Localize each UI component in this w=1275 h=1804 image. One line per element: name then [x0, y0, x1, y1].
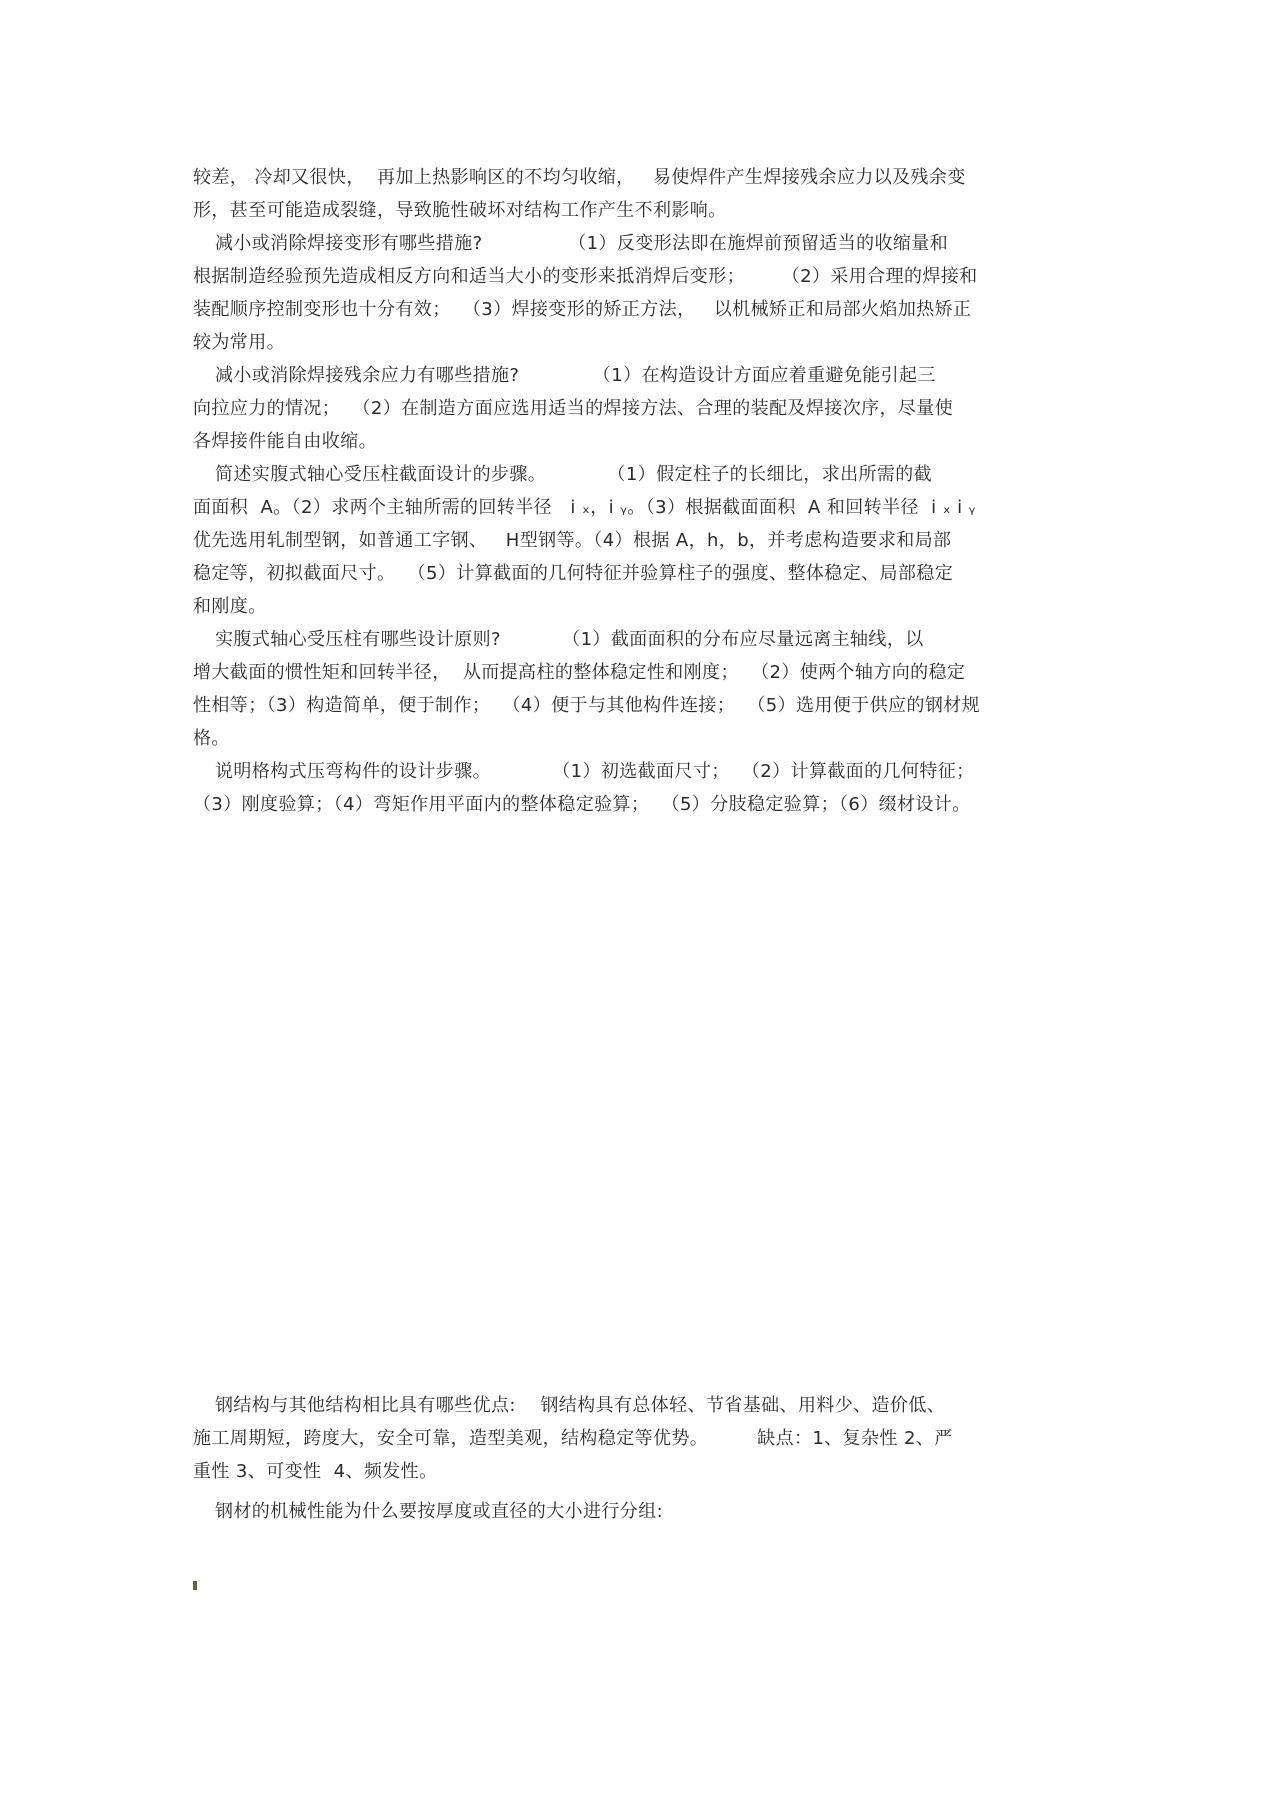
- question-residual-stress: 减小或消除焊接残余应力有哪些措施? （1）在构造设计方面应着重避免能引起三: [215, 365, 936, 386]
- text-line: 各焊接件能自由收缩。: [193, 431, 377, 452]
- text-line: 重性 3、可变性 4、频发性。: [193, 1461, 438, 1482]
- question-column-design-steps: 简述实腹式轴心受压柱截面设计的步骤。 （1）假定柱子的长细比，求出所需的截: [215, 464, 933, 485]
- text-line: 和刚度。: [193, 596, 267, 617]
- question-steel-advantages: 钢结构与其他结构相比具有哪些优点: 钢结构具有总体轻、节省基础、用料少、造价低、: [215, 1395, 946, 1416]
- text-line: 稳定等，初拟截面尺寸。 （5）计算截面的几何特征并验算柱子的强度、整体稳定、局部稳定: [193, 563, 954, 584]
- text-line: 较差， 冷却又很快， 再加上热影响区的不均匀收缩， 易使焊件产生焊接残余应力以及残余变: [193, 167, 966, 188]
- text-line: 增大截面的惯性矩和回转半径， 从而提高柱的整体稳定性和刚度； （2）使两个轴方向的稳定: [193, 662, 966, 683]
- question-welding-deformation: 减小或消除焊接变形有哪些措施? （1）反变形法即在施焊前预留适当的收缩量和: [215, 233, 949, 254]
- text-line: （3）刚度验算；（4）弯矩作用平面内的整体稳定验算； （5）分肢稳定验算；（6）缀材设计。: [193, 794, 971, 815]
- text-line: 性相等；（3）构造简单，便于制作； （4）便于与其他构件连接； （5）选用便于供应的钢材规: [193, 695, 981, 716]
- text-line: 根据制造经验预先造成相反方向和适当大小的变形来抵消焊后变形； （2）采用合理的焊接和: [193, 266, 978, 287]
- question-steel-grouping: 钢材的机械性能为什么要按厚度或直径的大小进行分组:: [215, 1501, 664, 1522]
- text-line: 形，甚至可能造成裂缝，导致脆性破坏对结构工作产生不利影响。: [193, 200, 727, 221]
- small-mark-icon: [193, 1581, 197, 1590]
- question-column-design-principles: 实腹式轴心受压柱有哪些设计原则? （1）截面面积的分布应尽量远离主轴线，以: [215, 629, 924, 650]
- text-line: 面面积 A。（2）求两个主轴所需的回转半径 i ₓ，i ᵧ。（3）根据截面面积 A 和回转半径 i ₓ i ᵧ: [193, 497, 976, 518]
- text-line: 较为常用。: [193, 332, 285, 353]
- text-line: 优先选用轧制型钢，如普通工字钢、 H型钢等。（4）根据 A，h，b，并考虑构造要求和局部: [193, 530, 952, 551]
- text-line: 施工周期短，跨度大，安全可靠，造型美观，结构稳定等优势。 缺点：1、复杂性 2、严: [193, 1428, 953, 1449]
- text-line: 装配顺序控制变形也十分有效； （3）焊接变形的矫正方法， 以机械矫正和局部火焰加热矫正: [193, 299, 972, 320]
- text-line: 格。: [193, 728, 230, 749]
- text-line: 向拉应力的情况； （2）在制造方面应选用适当的焊接方法、合理的装配及焊接次序，尽量使: [193, 398, 954, 419]
- question-lattice-member-steps: 说明格构式压弯构件的设计步骤。 （1）初选截面尺寸； （2）计算截面的几何特征；: [215, 761, 975, 782]
